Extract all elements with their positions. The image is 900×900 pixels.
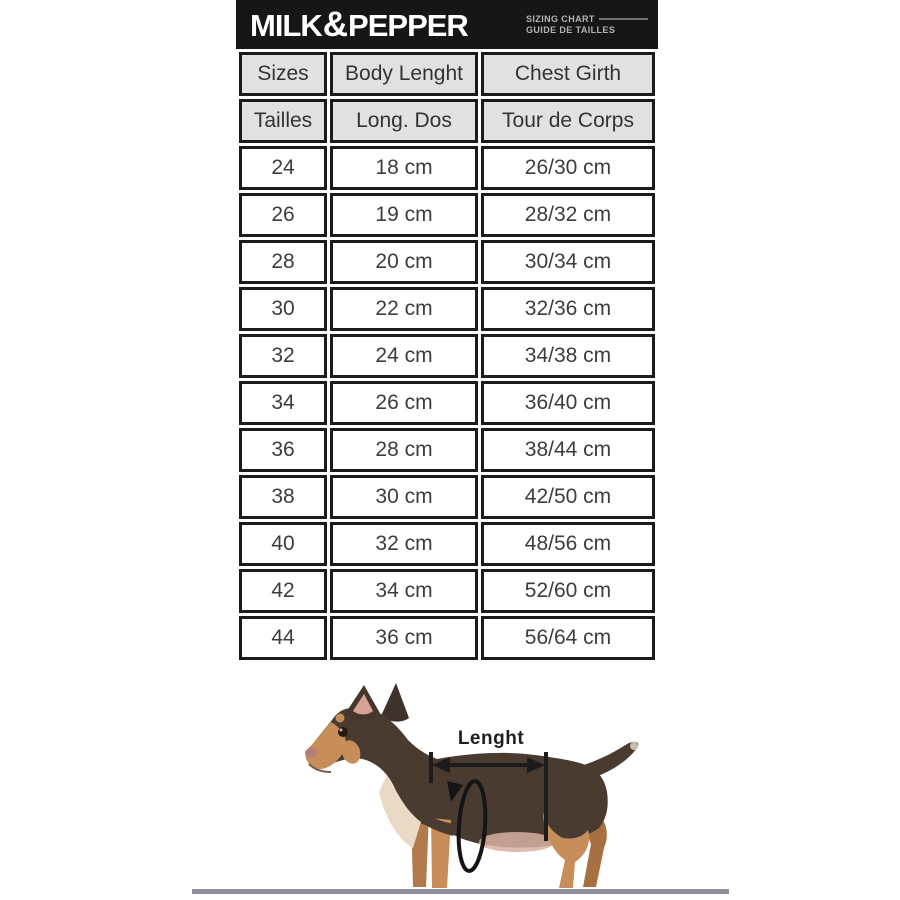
header-row-fr	[239, 99, 655, 143]
dog-belly	[479, 832, 555, 852]
size-cell: 32 cm	[330, 522, 478, 566]
subtitle-guide-de-tailles: GUIDE DE TAILLES	[526, 24, 616, 35]
size-row	[239, 475, 655, 519]
size-cell: 18 cm	[330, 146, 478, 190]
size-row	[239, 240, 655, 284]
size-cell: 26 cm	[330, 381, 478, 425]
size-table	[236, 49, 658, 663]
dog-ear-back-icon	[381, 683, 409, 722]
dog-eye-highlight	[340, 729, 343, 732]
header-cell: Long. Dos	[330, 99, 478, 143]
size-cell: 24	[239, 146, 327, 190]
size-cell: 30	[239, 287, 327, 331]
dog-eye	[338, 727, 348, 737]
logo-ampersand: &	[322, 4, 348, 44]
size-row	[239, 193, 655, 237]
size-cell: 32	[239, 334, 327, 378]
size-cell: 22 cm	[330, 287, 478, 331]
logo-milk: MILK	[250, 7, 322, 43]
size-cell: 36 cm	[330, 616, 478, 660]
size-cell: 20 cm	[330, 240, 478, 284]
size-cell: 38/44 cm	[481, 428, 655, 472]
header-cell: Sizes	[239, 52, 327, 96]
size-row	[239, 616, 655, 660]
size-cell: 52/60 cm	[481, 569, 655, 613]
header-row-en	[239, 52, 655, 96]
size-row	[239, 428, 655, 472]
dog-diagram	[285, 680, 655, 898]
size-cell: 36	[239, 428, 327, 472]
size-cell: 19 cm	[330, 193, 478, 237]
size-cell: 38	[239, 475, 327, 519]
header-cell: Body Lenght	[330, 52, 478, 96]
size-cell: 40	[239, 522, 327, 566]
logo-pepper: PEPPER	[348, 7, 468, 43]
size-cell: 36/40 cm	[481, 381, 655, 425]
size-cell: 28/32 cm	[481, 193, 655, 237]
size-cell: 26	[239, 193, 327, 237]
subtitle-rule	[599, 18, 648, 20]
header-cell: Chest Girth	[481, 52, 655, 96]
size-row	[239, 569, 655, 613]
size-cell: 30 cm	[330, 475, 478, 519]
header-cell: Tour de Corps	[481, 99, 655, 143]
size-cell: 24 cm	[330, 334, 478, 378]
size-row	[239, 287, 655, 331]
size-row	[239, 334, 655, 378]
subtitle-sizing-chart: SIZING CHART	[526, 13, 595, 24]
size-table-body	[239, 146, 655, 660]
dog-eyebrow-spot	[336, 714, 345, 723]
size-cell: 56/64 cm	[481, 616, 655, 660]
size-cell: 42	[239, 569, 327, 613]
dog-nose	[305, 748, 317, 758]
length-label: Lenght	[457, 728, 525, 749]
size-cell: 44	[239, 616, 327, 660]
brand-header	[236, 0, 658, 49]
dog-tail-tip	[630, 742, 638, 750]
size-cell: 42/50 cm	[481, 475, 655, 519]
brand-logo	[250, 0, 468, 50]
size-cell: 34 cm	[330, 569, 478, 613]
brand-subtitle	[526, 14, 648, 36]
header-cell: Tailles	[239, 99, 327, 143]
size-row	[239, 522, 655, 566]
dog-photo	[285, 680, 655, 898]
size-cell: 26/30 cm	[481, 146, 655, 190]
size-cell: 30/34 cm	[481, 240, 655, 284]
size-cell: 34/38 cm	[481, 334, 655, 378]
size-cell: 48/56 cm	[481, 522, 655, 566]
size-row	[239, 381, 655, 425]
size-row	[239, 146, 655, 190]
size-cell: 28 cm	[330, 428, 478, 472]
size-cell: 28	[239, 240, 327, 284]
size-cell: 34	[239, 381, 327, 425]
size-table-head	[239, 52, 655, 143]
size-cell: 32/36 cm	[481, 287, 655, 331]
